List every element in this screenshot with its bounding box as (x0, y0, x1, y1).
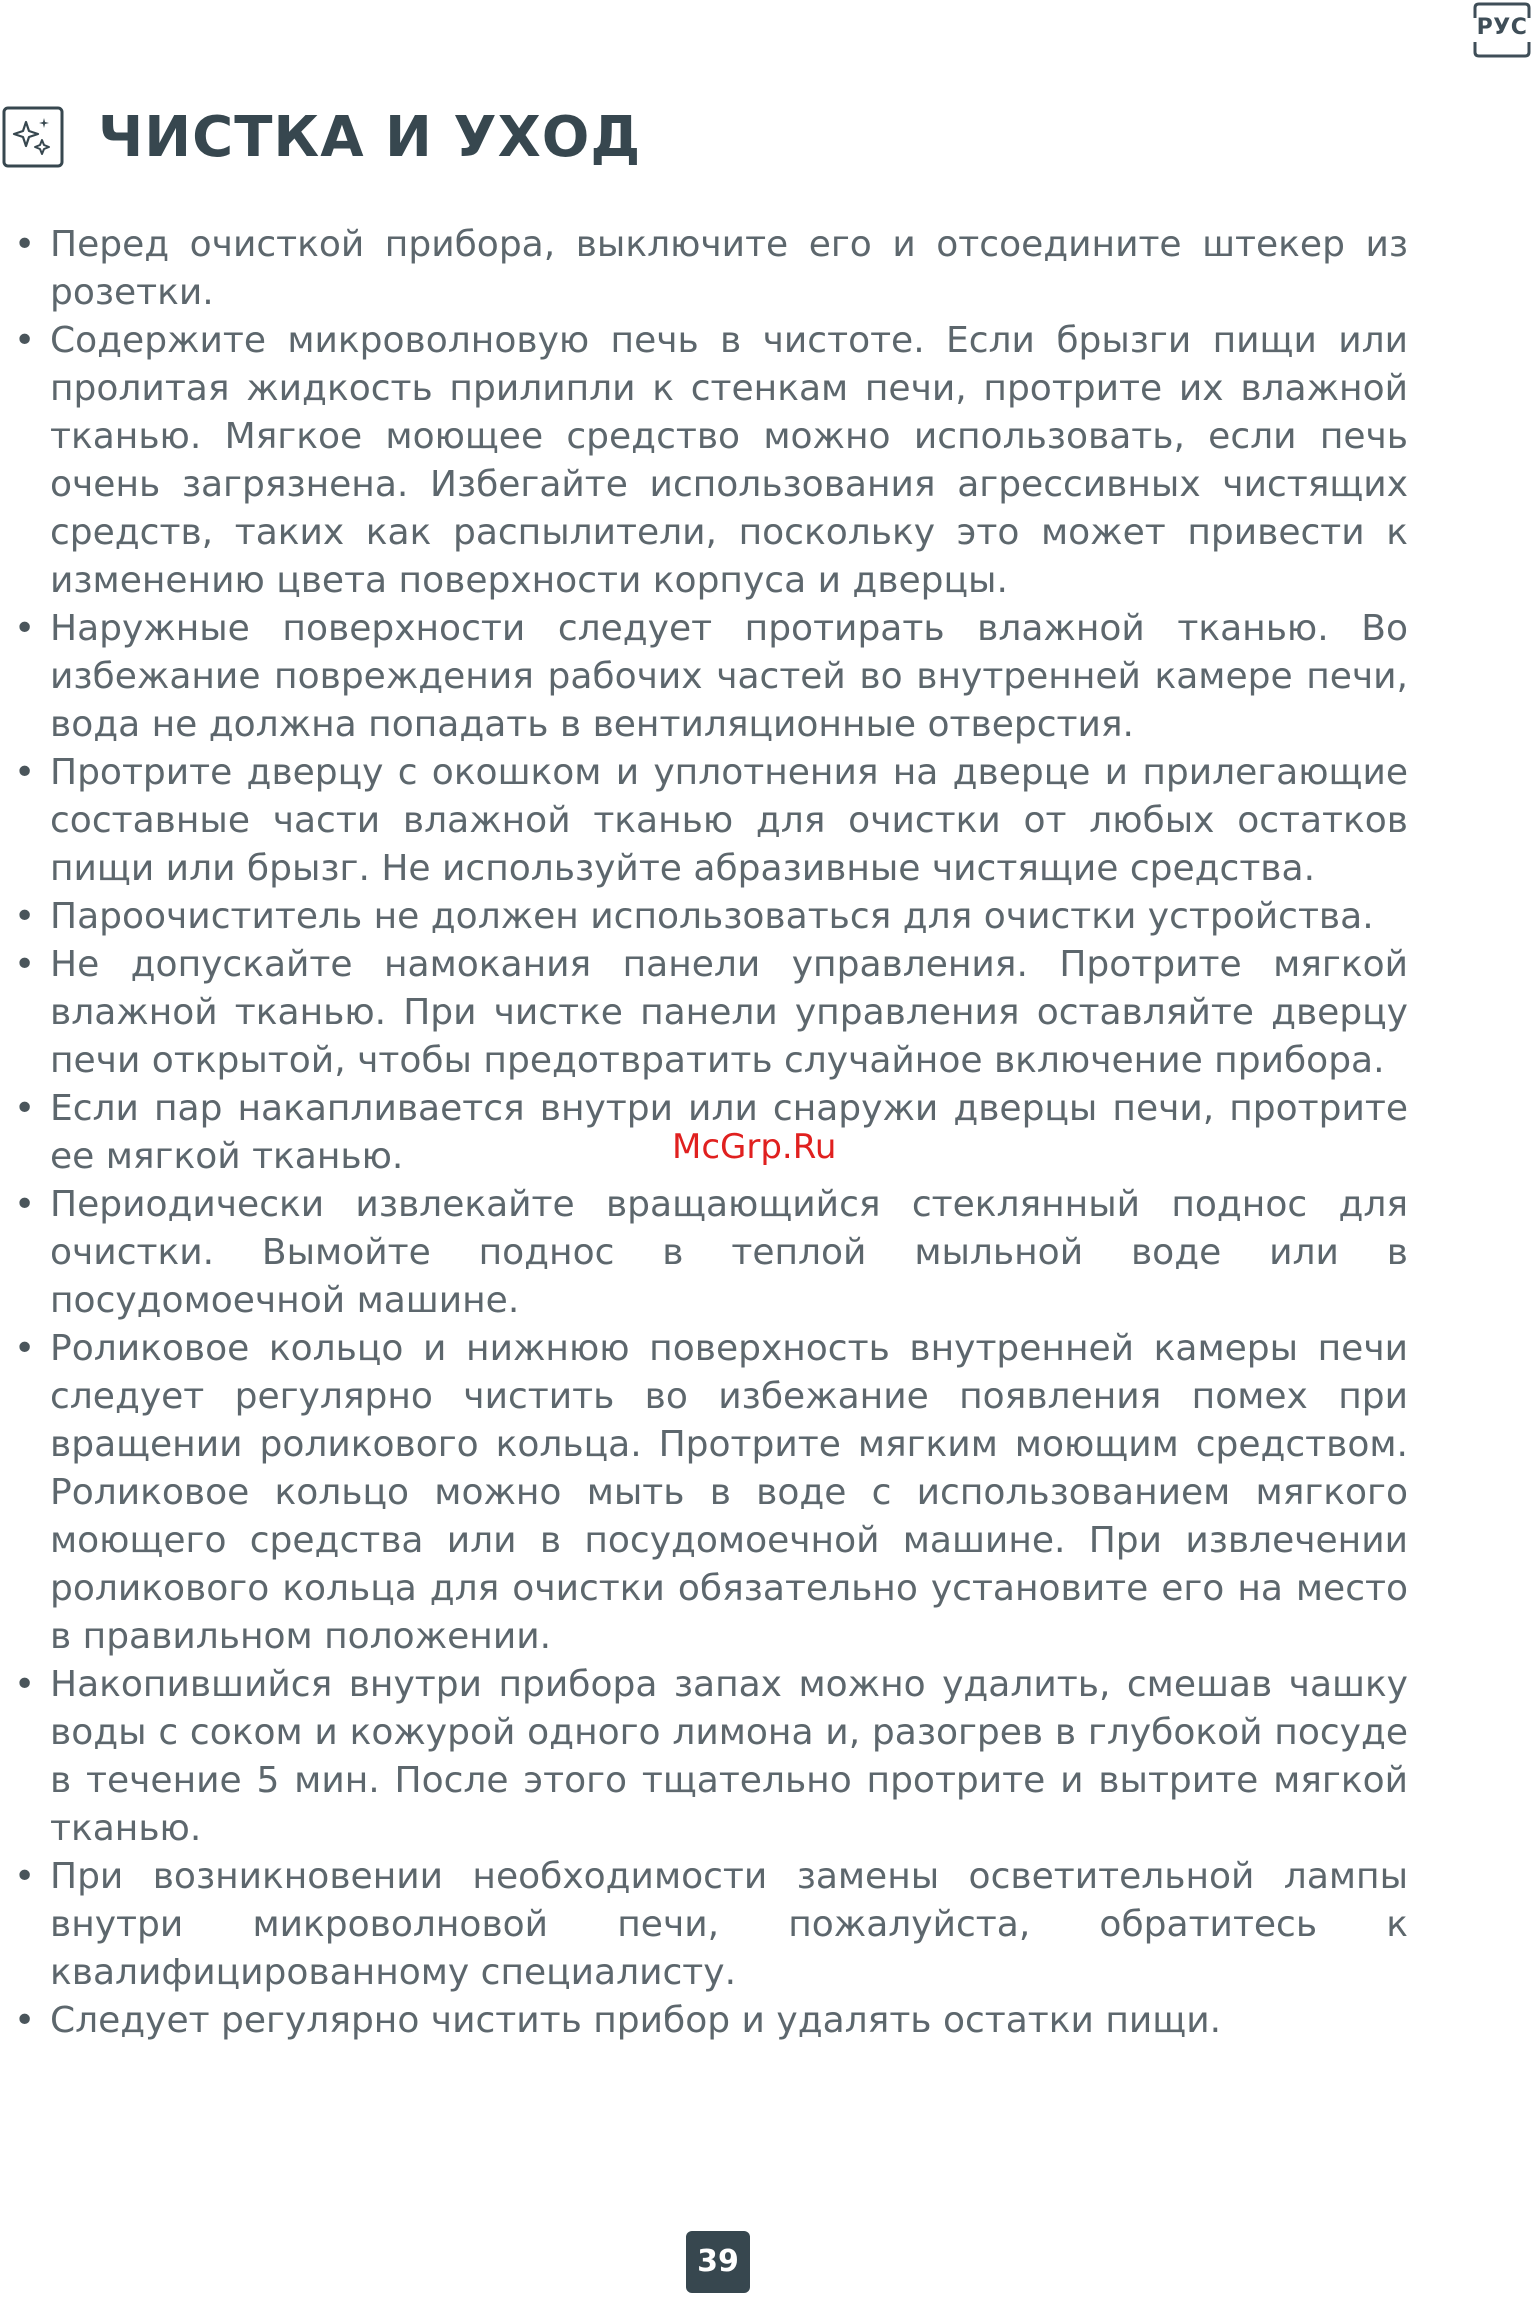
list-item-text: Следует регулярно чистить прибор и удалять остатки пищи. (50, 2000, 1222, 2041)
list-item-text: При возникновении необходимости замены осветительной лампы внутри микроволновой печи, пожалуйста, обратитесь к квалифицированному специалисту. (50, 1856, 1408, 1993)
bullet-marker: • (14, 896, 36, 937)
list-item (8, 317, 1408, 605)
list-item (8, 605, 1408, 749)
section-title: ЧИСТКА И УХОД (98, 104, 642, 170)
list-item-text: Содержите микроволновую печь в чистоте. Если брызги пищи или пролитая жидкость прилипли к стенкам печи, протрите их влажной тканью. Мягкое моющее средство можно использовать, если печь очень загрязнена. Избегайте использования агрессивных чистящих средств, таких как распылители, поскольку это может привести к изменению цвета поверхности корпуса и дверцы. (50, 320, 1408, 601)
list-item-text: Если пар накапливается внутри или снаружи дверцы печи, протрите ее мягкой тканью. (50, 1088, 1408, 1177)
list-item (8, 1325, 1408, 1661)
list-item-text: Не допускайте намокания панели управления. Протрите мягкой влажной тканью. При чистке панели управления оставляйте дверцу печи открытой, чтобы предотвратить случайное включение прибора. (50, 944, 1408, 1081)
page-number: 39 (686, 2231, 750, 2293)
section-header (2, 104, 641, 170)
list-item (8, 1997, 1408, 2045)
bullet-marker: • (14, 608, 36, 649)
list-item (8, 893, 1408, 941)
bullet-marker: • (14, 1184, 36, 1225)
bullet-marker: • (14, 1856, 36, 1897)
bullet-marker: • (14, 2000, 36, 2041)
sparkle-clean-icon (2, 106, 64, 168)
language-label: РУС (1476, 15, 1528, 40)
bullet-marker: • (14, 1088, 36, 1129)
list-item-text: Периодически извлекайте вращающийся стеклянный поднос для очистки. Вымойте поднос в теплой мыльной воде или в посудомоечной машине. (50, 1184, 1408, 1321)
list-item-text: Протрите дверцу с окошком и уплотнения на дверце и прилегающие составные части влажной тканью для очистки от любых остатков пищи или брызг. Не используйте абразивные чистящие средства. (50, 752, 1408, 889)
bullet-marker: • (14, 1328, 36, 1369)
list-item (8, 1181, 1408, 1325)
list-item (8, 1661, 1408, 1853)
bullet-marker: • (14, 944, 36, 985)
list-item (8, 221, 1408, 317)
list-item-text: Накопившийся внутри прибора запах можно удалить, смешав чашку воды с соком и кожурой одного лимона и, разогрев в глубокой посуде в течение 5 мин. После этого тщательно протрите и вытрите мягкой тканью. (50, 1664, 1408, 1849)
list-item (8, 941, 1408, 1085)
bullet-marker: • (14, 1664, 36, 1705)
bullet-marker: • (14, 320, 36, 361)
list-item (8, 749, 1408, 893)
list-item-text: Перед очисткой прибора, выключите его и отсоедините штекер из розетки. (50, 224, 1408, 313)
list-item (8, 1853, 1408, 1997)
language-badge (1471, 2, 1533, 58)
bullet-marker: • (14, 224, 36, 265)
list-item-text: Наружные поверхности следует протирать влажной тканью. Во избежание повреждения рабочих частей во внутренней камере печи, вода не должна попадать в вентиляционные отверстия. (50, 608, 1408, 745)
list-item-text: Пароочиститель не должен использоваться для очистки устройства. (50, 896, 1374, 937)
bullet-marker: • (14, 752, 36, 793)
watermark: McGrp.Ru (672, 1127, 837, 1167)
list-item-text: Роликовое кольцо и нижнюю поверхность внутренней камеры печи следует регулярно чистить во избежание появления помех при вращении роликового кольца. Протрите мягким моющим средством. Роликовое кольцо можно мыть в воде с использованием мягкого моющего средства или в посудомоечной машине. При извлечении роликового кольца для очистки обязательно установите его на место в правильном положении. (50, 1328, 1408, 1657)
